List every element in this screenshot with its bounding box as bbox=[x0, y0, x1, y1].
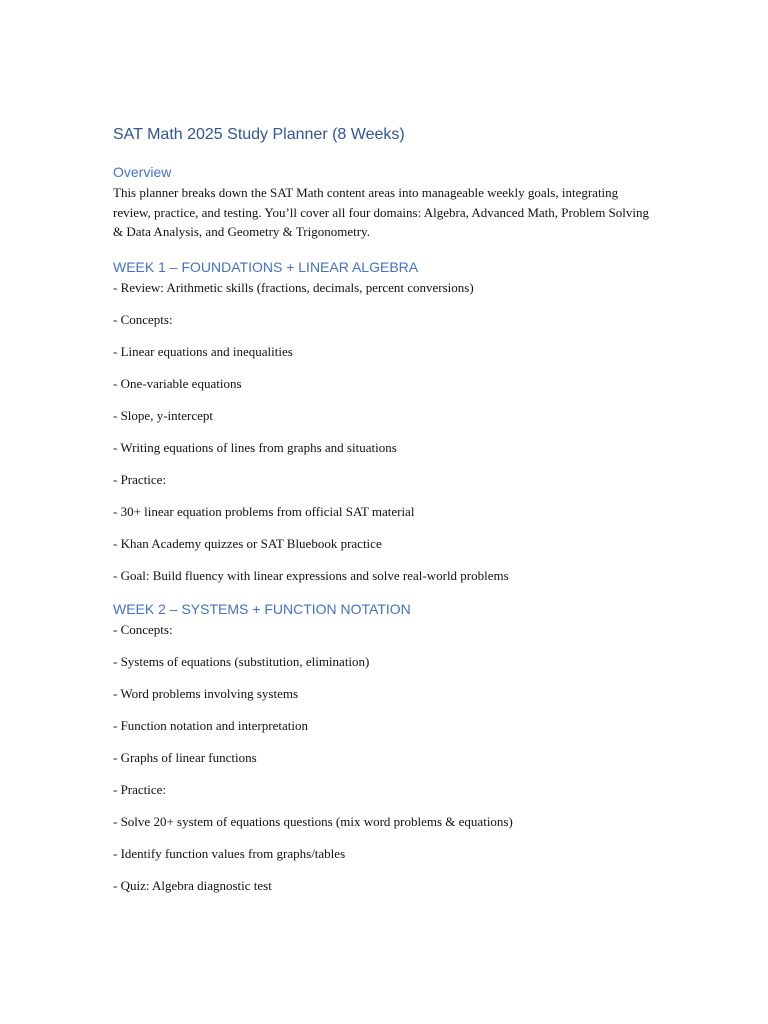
week-2-list bbox=[113, 621, 658, 895]
list-item: - Slope, y-intercept bbox=[113, 407, 213, 423]
list-item: - Solve 20+ system of equations questions (mix word problems & equations) bbox=[113, 813, 513, 829]
list-item: - Word problems involving systems bbox=[113, 685, 299, 701]
list-item: - Review: Arithmetic skills (fractions, decimals, percent conversions) bbox=[113, 279, 474, 295]
overview-paragraph: This planner breaks down the SAT Math content areas into manageable weekly goals, integrating review, practice, and testing. You’ll cover all four domains: Algebra, Advanced Math, Problem Solving & Data Analysis, and Geometry & Trigonometry. bbox=[113, 185, 650, 239]
list-item: - 30+ linear equation problems from official SAT material bbox=[113, 503, 415, 519]
list-item: - Identify function values from graphs/tables bbox=[113, 845, 346, 861]
list-item: - Linear equations and inequalities bbox=[113, 343, 293, 359]
document-title: SAT Math 2025 Study Planner (8 Weeks) bbox=[113, 126, 405, 143]
list-item: - Function notation and interpretation bbox=[113, 717, 308, 733]
list-item: - Writing equations of lines from graphs and situations bbox=[113, 439, 397, 455]
list-item: - One-variable equations bbox=[113, 375, 242, 391]
list-item: - Goal: Build fluency with linear expressions and solve real-world problems bbox=[113, 567, 509, 583]
list-item: - Systems of equations (substitution, elimination) bbox=[113, 653, 370, 669]
list-item: - Practice: bbox=[113, 781, 167, 797]
list-item: - Graphs of linear functions bbox=[113, 749, 257, 765]
week-2-heading: WEEK 2 – SYSTEMS + FUNCTION NOTATION bbox=[113, 600, 411, 617]
list-item: - Concepts: bbox=[113, 621, 173, 637]
week-1-heading: WEEK 1 – FOUNDATIONS + LINEAR ALGEBRA bbox=[113, 258, 419, 275]
document-content bbox=[113, 124, 658, 909]
list-item: - Practice: bbox=[113, 471, 167, 487]
list-item: - Concepts: bbox=[113, 311, 173, 327]
list-item: - Quiz: Algebra diagnostic test bbox=[113, 877, 272, 893]
list-item: - Khan Academy quizzes or SAT Bluebook practice bbox=[113, 535, 382, 551]
week-1-list bbox=[113, 279, 658, 585]
overview-heading: Overview bbox=[113, 164, 172, 180]
